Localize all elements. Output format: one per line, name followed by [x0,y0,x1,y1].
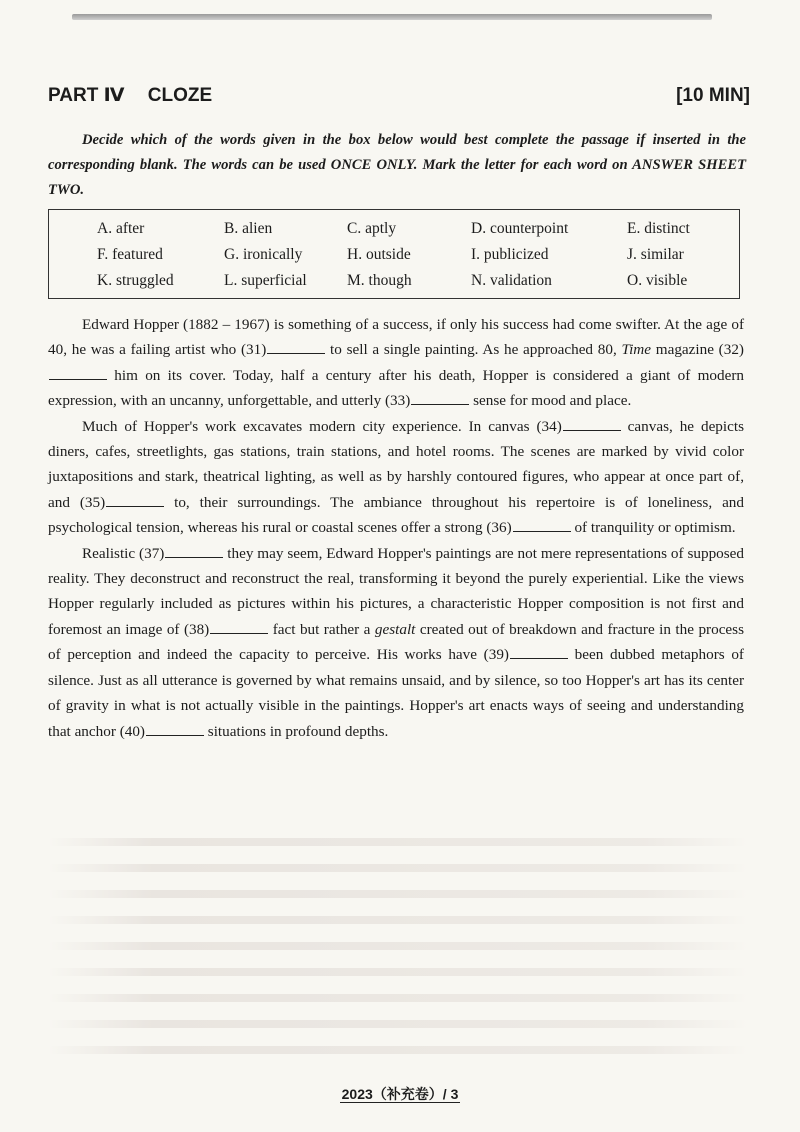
word-option: L. superficial [224,272,307,289]
page-footer [0,1084,800,1104]
bleed-through [48,942,748,950]
text-run: Realistic (37) [82,544,165,562]
gestalt-term: gestalt [374,620,416,638]
text-run: situations in profound depths. [204,722,389,740]
blank-35[interactable] [106,492,164,507]
section-header [48,84,750,107]
blank-36[interactable] [513,517,571,532]
bleed-through [48,1020,748,1028]
top-rule [72,14,712,20]
blank-40[interactable] [146,721,204,736]
paragraph-2 [48,414,744,541]
text-run: him on its cover. Today, half a century after his death, Hopper is considered a giant of modern expression, with an uncanny, unforgettable, and utterly (33) [48,366,744,410]
word-option: O. visible [627,272,688,289]
bleed-through [48,1046,748,1054]
word-option: D. counterpoint [471,220,569,237]
paragraph-1 [48,312,744,414]
magazine-title: Time [621,341,652,359]
text-run: Much of Hopper's work excavates modern city experience. In canvas (34) [82,417,562,435]
word-option: I. publicized [471,246,549,263]
time-limit: [10 MIN] [676,85,750,106]
word-option: G. ironically [224,246,303,263]
instructions-text: Decide which of the words given in the box below would best complete the passage if inserted in the corresponding blank. The words can be used ONCE ONLY. Mark the letter for each word on ANSWER SHEET TWO. [48,132,746,198]
bleed-through [48,968,748,976]
text-run: to, their surroundings. The ambiance throughout his repertoire is of loneliness, and psychological tension, whereas his rural or coastal scenes offer a strong (36) [48,493,744,537]
instructions [48,128,746,203]
part-label: PART Ⅳ [48,85,125,106]
passage [48,312,744,744]
bleed-through [48,994,748,1002]
blank-34[interactable] [563,416,621,431]
word-option: M. though [347,272,412,289]
word-option: F. featured [97,246,163,263]
text-run: fact but rather a [268,620,375,638]
page-number: 2023（补充卷）/ 3 [341,1086,459,1102]
text-run: been dubbed metaphors of silence. Just as all utterance is governed by what remains unsaid, and by silence, so too Hopper's art has its center of gravity in what is not actually visible in the paintings. Hopper's art enacts ways of seeing and understanding that anchor (40) [48,646,744,740]
word-box [48,209,740,299]
word-option: N. validation [471,272,552,289]
blank-39[interactable] [510,644,568,659]
word-option: C. aptly [347,220,397,237]
text-run: magazine (32) [651,341,744,359]
bleed-through [48,838,748,846]
text-run: sense for mood and place. [469,392,632,410]
bleed-through [48,916,748,924]
blank-33[interactable] [411,390,469,405]
text-run: to sell a single painting. As he approached 80, [325,341,622,359]
blank-31[interactable] [267,339,325,354]
blank-32[interactable] [49,365,107,380]
word-option: B. alien [224,220,273,237]
bleed-through [48,890,748,898]
blank-37[interactable] [165,543,223,558]
paragraph-3 [48,541,744,744]
word-option: H. outside [347,246,411,263]
bleed-through [48,864,748,872]
word-option: J. similar [627,246,684,263]
word-option: A. after [97,220,145,237]
section-label: CLOZE [147,85,213,106]
text-run: they may seem, Edward Hopper's paintings are not mere representations of supposed reality. They deconstruct and reconstruct the real, transforming it beyond the purely experiential. Like the views Hopper regularly included as pictures within his pictures, a characteristic Hopper composition is not first and foremost an image of (38) [48,544,744,638]
text-run: of tranquility or optimism. [570,519,736,537]
part-title [48,84,230,107]
text-run: canvas, he depicts diners, cafes, streetlights, gas stations, train stations, and hotel rooms. The scenes are marked by vivid color juxtapositions and stark, theatrical lighting, as well as by harshly contoured figures, who appear at once part of, and (35) [48,417,744,511]
text-run: Edward Hopper (1882 – 1967) is something of a success, if only his success had come swifter. At the age of 40, he was a failing artist who (31) [48,316,744,359]
word-grid [97,220,747,298]
word-option: E. distinct [627,220,690,237]
word-option: K. struggled [97,272,174,289]
text-run: created out of breakdown and fracture in the process of perception and indeed the capacity to perceive. His works have (39) [48,620,744,664]
blank-38[interactable] [210,619,268,634]
